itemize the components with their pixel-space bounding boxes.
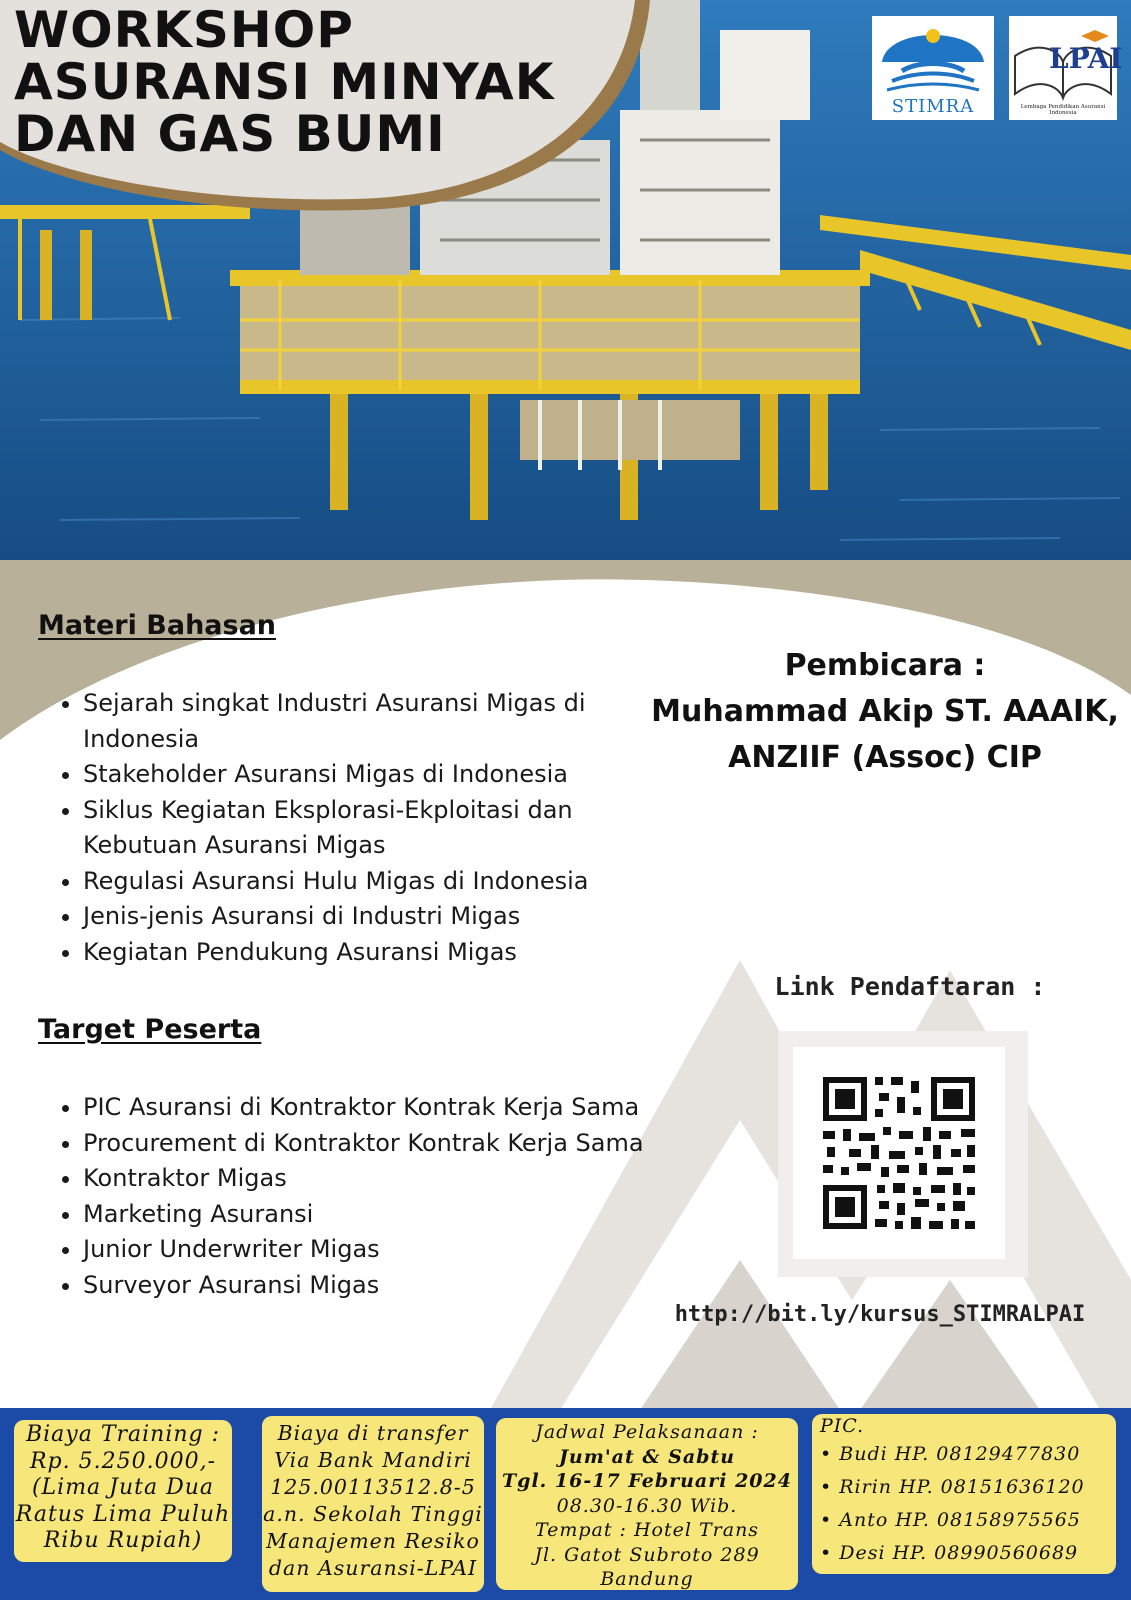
target-list — [55, 1090, 663, 1303]
list-item: • Surveyor Asuransi Migas — [83, 1268, 663, 1304]
materi-list — [55, 686, 663, 970]
pic-label: PIC. — [820, 1415, 865, 1437]
pic-contact: • Anto HP. 08158975565 — [820, 1509, 1081, 1531]
fee-line: Ribu Rupiah) — [43, 1528, 203, 1553]
pic-box — [812, 1414, 1116, 1574]
list-item: • Siklus Kegiatan Eksplorasi-Ekploitasi dan Kebutuan Asuransi Migas — [83, 793, 663, 864]
schedule-line: 08.30-16.30 Wib. — [556, 1494, 738, 1517]
materi-heading: Materi Bahasan — [38, 610, 277, 641]
fee-line: Rp. 5.250.000,- — [29, 1448, 217, 1474]
hero-photo — [0, 0, 1131, 600]
stimra-logo-text: STIMRA — [891, 96, 975, 117]
title-line-3: DAN GAS BUMI — [14, 105, 446, 163]
transfer-line: Manajemen Resiko — [266, 1529, 480, 1553]
title-line-2: ASURANSI MINYAK — [14, 53, 555, 111]
lpai-logo-text: LPAI — [1049, 42, 1123, 75]
registration-label: Link Pendaftaran : — [774, 972, 1046, 1001]
schedule-line: Jl. Gatot Subroto 289 — [534, 1543, 760, 1566]
transfer-line: Via Bank Mandiri — [274, 1448, 472, 1472]
target-heading: Target Peserta — [38, 1014, 262, 1045]
list-item: • Jenis-jenis Asuransi di Industri Migas — [83, 899, 663, 935]
list-item: • Marketing Asuransi — [83, 1197, 663, 1233]
schedule-line: Bandung — [600, 1568, 694, 1590]
list-item: • Sejarah singkat Industri Asuransi Migas di Indonesia — [83, 686, 663, 757]
list-item: • PIC Asuransi di Kontraktor Kontrak Kerja Sama — [83, 1090, 663, 1126]
list-item: • Junior Underwriter Migas — [83, 1232, 663, 1268]
fee-line: (Lima Juta Dua — [31, 1475, 215, 1500]
speaker-label: Pembicara : — [784, 648, 986, 683]
fee-line: Ratus Lima Puluh — [15, 1501, 231, 1527]
transfer-line: 125.00113512.8-5 — [270, 1475, 476, 1499]
speaker-name-line1: Muhammad Akip ST. AAAIK, — [651, 694, 1119, 729]
transfer-line: Biaya di transfer — [277, 1421, 469, 1445]
speaker-name-line2: ANZIIF (Assoc) CIP — [728, 740, 1042, 775]
schedule-line: Jum'at & Sabtu — [558, 1445, 736, 1468]
list-item: • Regulasi Asuransi Hulu Migas di Indonesia — [83, 864, 663, 900]
title-line-1: WORKSHOP — [14, 1, 354, 59]
fee-box — [14, 1420, 232, 1562]
lpai-logo-subtitle: Lembaga Pendidikan Asuransi Indonesia — [1020, 104, 1106, 116]
lpai-logo — [1009, 16, 1123, 120]
pic-contact: • Desi HP. 08990560689 — [820, 1542, 1079, 1564]
transfer-line: a.n. Sekolah Tinggi — [263, 1502, 483, 1526]
transfer-box — [262, 1416, 484, 1592]
schedule-line: Jadwal Pelaksanaan : — [535, 1421, 759, 1443]
stimra-logo — [872, 16, 994, 120]
list-item: • Kontraktor Migas — [83, 1161, 663, 1197]
pic-contact: • Ririn HP. 08151636120 — [820, 1476, 1085, 1498]
schedule-line: Tempat : Hotel Trans — [534, 1519, 760, 1541]
registration-url[interactable]: http://bit.ly/kursus_STIMRALPAI — [674, 1302, 1086, 1327]
qr-code-card[interactable] — [793, 1047, 1005, 1259]
list-item: • Stakeholder Asuransi Migas di Indonesia — [83, 757, 663, 793]
list-item: • Procurement di Kontraktor Kontrak Kerja Sama — [83, 1126, 663, 1162]
fee-line: Biaya Training : — [25, 1422, 221, 1447]
qr-code-icon — [793, 1047, 1005, 1259]
list-item: • Kegiatan Pendukung Asuransi Migas — [83, 935, 663, 971]
schedule-box — [496, 1418, 798, 1590]
pic-contact: • Budi HP. 08129477830 — [820, 1443, 1081, 1465]
schedule-line: Tgl. 16-17 Februari 2024 — [502, 1470, 792, 1492]
transfer-line: dan Asuransi-LPAI — [268, 1556, 478, 1580]
